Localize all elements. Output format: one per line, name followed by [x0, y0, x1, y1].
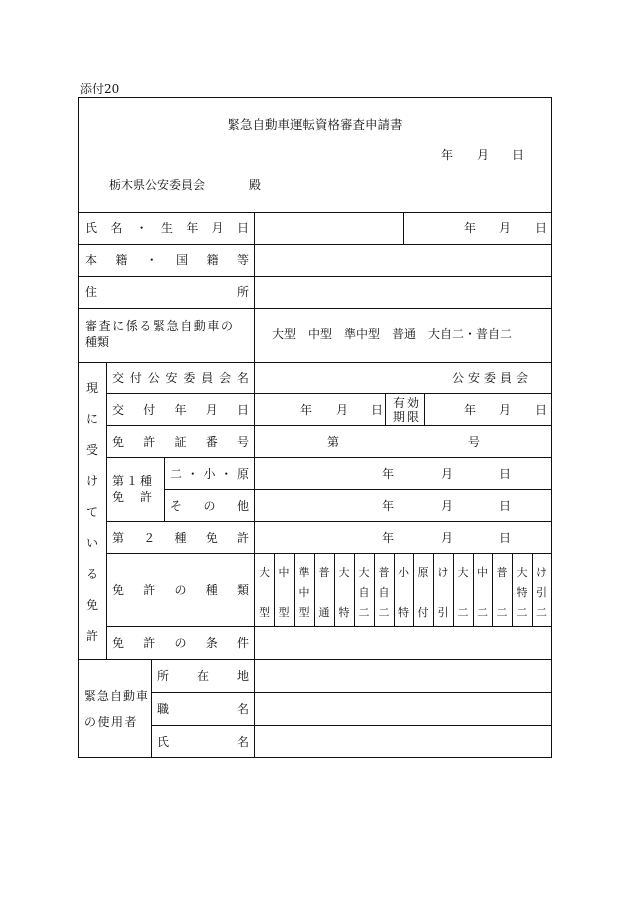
license-type-char: 二 — [378, 606, 390, 619]
issue-date-label: 交 付 年 月 日 — [112, 403, 249, 417]
user-occupation-label: 職 名 — [157, 702, 249, 716]
class1-label-1: 第１種 — [112, 474, 155, 488]
user-location-field[interactable] — [258, 663, 548, 689]
license-type-char: 特 — [398, 606, 409, 619]
form-title: 緊急自動車運転資格審査申請書 — [227, 117, 403, 132]
issue-month: 月 — [336, 403, 349, 417]
validity-day: 日 — [535, 403, 548, 417]
license-type-column[interactable] — [492, 567, 512, 619]
license-type-column[interactable] — [532, 567, 551, 619]
issuer-label: 交 付 公 安 委 員 会 名 — [112, 371, 249, 385]
license-type-column[interactable] — [374, 567, 394, 619]
license-type-char: け — [437, 566, 449, 579]
user-occupation-field[interactable] — [258, 696, 548, 722]
license-type-char: 大 — [358, 566, 370, 579]
user-location-label: 所 在 地 — [157, 669, 249, 683]
license-type-char: 二 — [496, 606, 508, 619]
current-license-side-label: 現 に 受 け て い る 免 許 — [85, 380, 98, 644]
class1-small-year: 年 — [382, 467, 395, 481]
class1-other-day: 日 — [499, 499, 512, 513]
license-type-column[interactable] — [255, 567, 274, 619]
class1-small-month: 月 — [441, 467, 454, 481]
license-type-column[interactable] — [394, 567, 413, 619]
license-type-char: 二 — [457, 606, 469, 619]
validity-year: 年 — [464, 403, 477, 417]
vehicle-type-label-2: 種類 — [85, 335, 110, 349]
license-type-char: 引 — [437, 606, 449, 619]
license-type-char: 普 — [496, 566, 508, 579]
class1-small-day: 日 — [499, 467, 512, 481]
license-type-char: 通 — [318, 606, 330, 619]
license-type-char: 型 — [298, 606, 310, 619]
class1-other-year: 年 — [382, 499, 395, 513]
addressee-name: 栃木県公安委員会 — [109, 178, 206, 192]
license-type-char: 準 — [298, 566, 310, 579]
domicile-field[interactable] — [258, 248, 548, 273]
addressee-honorific: 殿 — [249, 178, 262, 192]
license-type-column[interactable] — [433, 567, 453, 619]
class2-day: 日 — [499, 531, 512, 545]
issue-year: 年 — [300, 403, 313, 417]
class2-year: 年 — [382, 531, 395, 545]
conditions-field[interactable] — [258, 630, 548, 656]
user-name-label: 氏 名 — [157, 735, 249, 749]
license-type-column[interactable] — [334, 567, 354, 619]
license-type-column[interactable] — [453, 567, 473, 619]
license-type-char: 二 — [536, 606, 547, 619]
license-type-char: 大 — [516, 566, 528, 579]
birth-month: 月 — [499, 221, 512, 235]
license-type-char: 二 — [516, 606, 528, 619]
date-year: 年 — [441, 148, 454, 162]
license-types-label: 免 許 の 種 類 — [112, 583, 249, 597]
license-type-column[interactable] — [294, 567, 314, 619]
address-field[interactable] — [258, 280, 548, 305]
validity-label-1: 有効 — [393, 396, 422, 410]
license-type-column[interactable] — [473, 567, 492, 619]
class1-sub-label-small: 二 ・ 小 ・ 原 — [170, 467, 249, 481]
issuer-value: 公安委員会 — [452, 371, 533, 385]
validity-month: 月 — [499, 403, 512, 417]
license-number-suffix: 号 — [468, 435, 481, 449]
license-type-column[interactable] — [314, 567, 334, 619]
user-side-label-2: の使用者 — [84, 715, 139, 729]
user-side-label-1: 緊急自動車 — [84, 689, 150, 703]
class2-label: 第 ２ 種 免 許 — [112, 531, 249, 545]
license-type-char: 原 — [417, 566, 429, 579]
license-type-char: 型 — [259, 606, 270, 619]
license-type-char: 普 — [318, 566, 330, 579]
address-label: 住 所 — [85, 285, 249, 299]
name-birthdate-label: 氏 名 ・ 生 年 月 日 — [85, 221, 249, 235]
license-type-char: 大 — [338, 566, 350, 579]
license-type-char: 大 — [259, 566, 270, 579]
date-day: 日 — [512, 148, 525, 162]
license-type-char: 特 — [338, 606, 350, 619]
license-number-label: 免 許 証 番 号 — [112, 435, 249, 449]
validity-label-2: 期限 — [393, 410, 422, 424]
vehicle-type-label-1: 審査に係る緊急自動車の — [85, 319, 235, 333]
birth-year: 年 — [464, 221, 477, 235]
date-month: 月 — [477, 148, 490, 162]
license-type-char: 付 — [417, 606, 429, 619]
license-type-char: 小 — [398, 566, 409, 579]
license-type-char: 自 — [358, 586, 370, 599]
class1-label-2: 免 許 — [112, 490, 155, 504]
license-number-prefix: 第 — [327, 435, 340, 449]
license-type-column[interactable] — [512, 567, 532, 619]
license-type-char: 二 — [358, 606, 370, 619]
vehicle-type-options[interactable]: 大型 中型 準中型 普通 大自二・普自二 — [272, 327, 513, 341]
class1-other-month: 月 — [441, 499, 454, 513]
class1-sub-label-other: そ の 他 — [170, 499, 249, 513]
license-type-char: 中 — [477, 566, 488, 579]
license-type-char: 二 — [477, 606, 488, 619]
name-field[interactable] — [258, 216, 400, 241]
license-type-char: 自 — [378, 586, 390, 599]
license-type-char: 特 — [516, 586, 528, 599]
attachment-label: 添付20 — [80, 82, 120, 96]
domicile-label: 本 籍 ・ 国 籍 等 — [85, 253, 249, 267]
license-type-char: 引 — [536, 586, 547, 599]
user-name-field[interactable] — [258, 729, 548, 755]
license-type-char: 大 — [457, 566, 469, 579]
license-type-column[interactable] — [274, 567, 294, 619]
conditions-label: 免 許 の 条 件 — [112, 636, 249, 650]
class2-month: 月 — [441, 531, 454, 545]
birth-day: 日 — [535, 221, 548, 235]
license-type-column[interactable] — [354, 567, 374, 619]
license-type-char: 型 — [278, 606, 290, 619]
license-type-column[interactable] — [413, 567, 433, 619]
license-type-char: け — [536, 566, 547, 579]
license-type-char: 中 — [278, 566, 290, 579]
license-type-char: 中 — [298, 586, 310, 599]
issue-day: 日 — [371, 403, 384, 417]
license-type-char: 普 — [378, 566, 390, 579]
